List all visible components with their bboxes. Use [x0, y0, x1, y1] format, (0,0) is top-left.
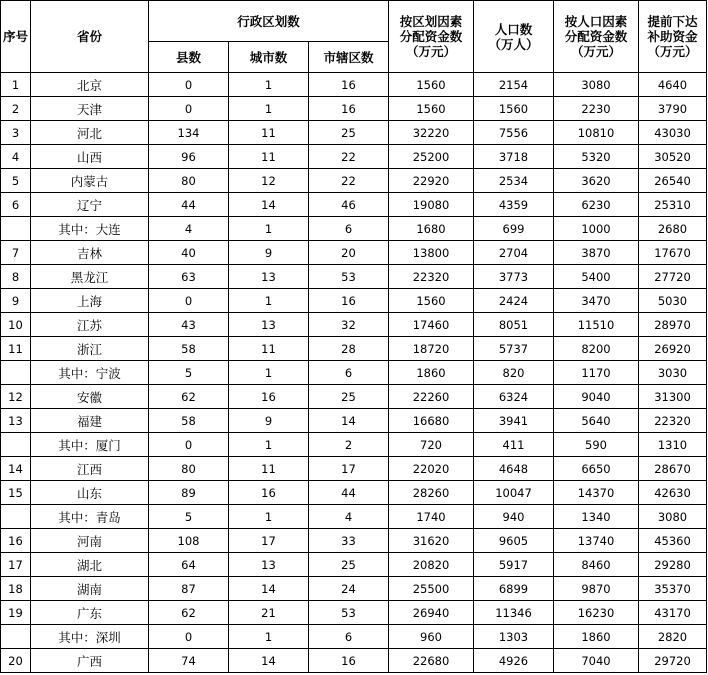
cell-admin-fund: 18720: [389, 337, 474, 361]
cell-cities: 14: [229, 649, 309, 673]
cell-population: 1560: [474, 97, 554, 121]
cell-counties: 0: [149, 625, 229, 649]
cell-districts: 6: [309, 625, 389, 649]
cell-pop-fund: 11510: [554, 313, 639, 337]
table-row: [1, 265, 707, 289]
cell-admin-fund: 31620: [389, 529, 474, 553]
cell-population: 4648: [474, 457, 554, 481]
table-row: [1, 241, 707, 265]
cell-cities: 16: [229, 385, 309, 409]
cell-pop-fund: 10810: [554, 121, 639, 145]
cell-population: 4359: [474, 193, 554, 217]
table-row: [1, 313, 707, 337]
cell-cities: 14: [229, 193, 309, 217]
cell-population: 7556: [474, 121, 554, 145]
cell-pop-fund: 3620: [554, 169, 639, 193]
cell-admin-fund: 28260: [389, 481, 474, 505]
table-row: [1, 577, 707, 601]
cell-counties: 0: [149, 97, 229, 121]
cell-cities: 13: [229, 265, 309, 289]
header-admin-fund: [389, 1, 474, 73]
cell-counties: 44: [149, 193, 229, 217]
cell-admin-fund: 1740: [389, 505, 474, 529]
header-districts: 市辖区数: [309, 42, 389, 73]
cell-counties: 74: [149, 649, 229, 673]
cell-seq: [1, 505, 31, 529]
cell-admin-fund: 22680: [389, 649, 474, 673]
cell-admin-fund: 1560: [389, 97, 474, 121]
header-advance-line-1: 提前下达: [647, 14, 698, 29]
cell-province: 湖南: [31, 577, 149, 601]
cell-population: 5737: [474, 337, 554, 361]
cell-population: 940: [474, 505, 554, 529]
cell-province: 福建: [31, 409, 149, 433]
cell-pop-fund: 8200: [554, 337, 639, 361]
cell-pop-fund: 6230: [554, 193, 639, 217]
cell-province: 浙江: [31, 337, 149, 361]
cell-districts: 16: [309, 649, 389, 673]
cell-pop-fund: 1170: [554, 361, 639, 385]
cell-admin-fund: 19080: [389, 193, 474, 217]
cell-districts: 53: [309, 265, 389, 289]
cell-population: 3718: [474, 145, 554, 169]
cell-seq: 18: [1, 577, 31, 601]
cell-population: 6899: [474, 577, 554, 601]
header-pop-fund-line-3: （万元）: [570, 44, 621, 59]
cell-population: 10047: [474, 481, 554, 505]
cell-advance: 1310: [639, 433, 707, 457]
cell-province: 上海: [31, 289, 149, 313]
cell-population: 8051: [474, 313, 554, 337]
table-row: [1, 337, 707, 361]
header-seq: 序号: [1, 1, 31, 73]
table-row: [1, 169, 707, 193]
cell-province: 北京: [31, 73, 149, 97]
cell-pop-fund: 9870: [554, 577, 639, 601]
cell-population: 3773: [474, 265, 554, 289]
table-row: [1, 385, 707, 409]
cell-districts: 6: [309, 361, 389, 385]
cell-admin-fund: 22260: [389, 385, 474, 409]
header-pop-fund: [554, 1, 639, 73]
cell-districts: 16: [309, 289, 389, 313]
cell-admin-fund: 25500: [389, 577, 474, 601]
cell-advance: 3790: [639, 97, 707, 121]
cell-advance: 29280: [639, 553, 707, 577]
cell-pop-fund: 2230: [554, 97, 639, 121]
cell-advance: 42630: [639, 481, 707, 505]
cell-cities: 1: [229, 505, 309, 529]
cell-advance: 26920: [639, 337, 707, 361]
cell-pop-fund: 9040: [554, 385, 639, 409]
cell-cities: 1: [229, 73, 309, 97]
cell-cities: 9: [229, 241, 309, 265]
cell-counties: 63: [149, 265, 229, 289]
cell-population: 2704: [474, 241, 554, 265]
cell-districts: 20: [309, 241, 389, 265]
header-province: 省份: [31, 1, 149, 73]
cell-population: 699: [474, 217, 554, 241]
cell-pop-fund: 3080: [554, 73, 639, 97]
cell-pop-fund: 1860: [554, 625, 639, 649]
cell-counties: 89: [149, 481, 229, 505]
cell-seq: 12: [1, 385, 31, 409]
cell-seq: 17: [1, 553, 31, 577]
cell-advance: 28970: [639, 313, 707, 337]
cell-province: 广西: [31, 649, 149, 673]
cell-seq: 1: [1, 73, 31, 97]
cell-pop-fund: 8460: [554, 553, 639, 577]
cell-admin-fund: 22020: [389, 457, 474, 481]
cell-cities: 1: [229, 97, 309, 121]
cell-population: 6324: [474, 385, 554, 409]
cell-population: 1303: [474, 625, 554, 649]
cell-province: 天津: [31, 97, 149, 121]
cell-province: 黑龙江: [31, 265, 149, 289]
cell-cities: 17: [229, 529, 309, 553]
cell-cities: 12: [229, 169, 309, 193]
cell-districts: 2: [309, 433, 389, 457]
cell-seq: 10: [1, 313, 31, 337]
cell-advance: 43030: [639, 121, 707, 145]
cell-seq: 20: [1, 649, 31, 673]
cell-cities: 13: [229, 313, 309, 337]
table-row: [1, 505, 707, 529]
cell-seq: 3: [1, 121, 31, 145]
cell-counties: 4: [149, 217, 229, 241]
cell-admin-fund: 16680: [389, 409, 474, 433]
cell-admin-fund: 720: [389, 433, 474, 457]
cell-pop-fund: 1000: [554, 217, 639, 241]
cell-province: 内蒙古: [31, 169, 149, 193]
cell-province: 安徽: [31, 385, 149, 409]
cell-pop-fund: 6650: [554, 457, 639, 481]
cell-province: 其中：大连: [31, 217, 149, 241]
cell-admin-fund: 1680: [389, 217, 474, 241]
header-population-line-2: （万人）: [488, 36, 539, 52]
cell-cities: 11: [229, 337, 309, 361]
cell-pop-fund: 7040: [554, 649, 639, 673]
cell-counties: 108: [149, 529, 229, 553]
cell-seq: [1, 625, 31, 649]
cell-advance: 2820: [639, 625, 707, 649]
cell-seq: 5: [1, 169, 31, 193]
cell-advance: 27720: [639, 265, 707, 289]
cell-province: 广东: [31, 601, 149, 625]
cell-advance: 5030: [639, 289, 707, 313]
cell-cities: 1: [229, 361, 309, 385]
cell-population: 820: [474, 361, 554, 385]
cell-province: 湖北: [31, 553, 149, 577]
cell-counties: 58: [149, 337, 229, 361]
cell-advance: 25310: [639, 193, 707, 217]
table-body: [1, 73, 707, 673]
cell-population: 411: [474, 433, 554, 457]
header-admin-fund-line-1: 按区划因素: [399, 14, 463, 29]
header-admin-division-group: 行政区划数: [149, 1, 389, 42]
cell-advance: 3030: [639, 361, 707, 385]
cell-advance: 31300: [639, 385, 707, 409]
cell-districts: 28: [309, 337, 389, 361]
cell-population: 9605: [474, 529, 554, 553]
cell-counties: 87: [149, 577, 229, 601]
cell-seq: 11: [1, 337, 31, 361]
cell-advance: 17670: [639, 241, 707, 265]
cell-districts: 6: [309, 217, 389, 241]
table-row: [1, 97, 707, 121]
cell-cities: 1: [229, 433, 309, 457]
cell-counties: 96: [149, 145, 229, 169]
cell-seq: 13: [1, 409, 31, 433]
cell-advance: 28670: [639, 457, 707, 481]
cell-admin-fund: 20820: [389, 553, 474, 577]
cell-districts: 14: [309, 409, 389, 433]
cell-counties: 0: [149, 433, 229, 457]
cell-pop-fund: 3470: [554, 289, 639, 313]
table-row: [1, 481, 707, 505]
cell-admin-fund: 25200: [389, 145, 474, 169]
cell-districts: 46: [309, 193, 389, 217]
cell-counties: 58: [149, 409, 229, 433]
cell-cities: 1: [229, 289, 309, 313]
cell-advance: 26540: [639, 169, 707, 193]
cell-admin-fund: 1560: [389, 73, 474, 97]
cell-counties: 0: [149, 289, 229, 313]
cell-seq: 14: [1, 457, 31, 481]
cell-admin-fund: 22920: [389, 169, 474, 193]
cell-counties: 80: [149, 457, 229, 481]
cell-advance: 2680: [639, 217, 707, 241]
cell-cities: 1: [229, 217, 309, 241]
cell-pop-fund: 13740: [554, 529, 639, 553]
cell-pop-fund: 16230: [554, 601, 639, 625]
cell-cities: 16: [229, 481, 309, 505]
cell-advance: 43170: [639, 601, 707, 625]
cell-seq: 16: [1, 529, 31, 553]
cell-seq: 6: [1, 193, 31, 217]
cell-counties: 62: [149, 601, 229, 625]
table-row: [1, 145, 707, 169]
cell-population: 4926: [474, 649, 554, 673]
cell-districts: 22: [309, 169, 389, 193]
cell-districts: 16: [309, 73, 389, 97]
table-row: [1, 289, 707, 313]
cell-districts: 33: [309, 529, 389, 553]
cell-districts: 25: [309, 385, 389, 409]
header-advance-line-3: （万元）: [647, 44, 698, 59]
cell-pop-fund: 14370: [554, 481, 639, 505]
cell-districts: 24: [309, 577, 389, 601]
header-population: [474, 1, 554, 73]
header-pop-fund-line-2: 分配资金数: [564, 29, 628, 44]
cell-cities: 1: [229, 625, 309, 649]
cell-province: 山西: [31, 145, 149, 169]
cell-seq: 2: [1, 97, 31, 121]
cell-population: 2424: [474, 289, 554, 313]
header-counties: 县数: [149, 42, 229, 73]
cell-province: 山东: [31, 481, 149, 505]
cell-seq: 4: [1, 145, 31, 169]
table-row: [1, 121, 707, 145]
cell-province: 江西: [31, 457, 149, 481]
cell-population: 5917: [474, 553, 554, 577]
header-cities: 城市数: [229, 42, 309, 73]
cell-seq: 9: [1, 289, 31, 313]
table-row: [1, 625, 707, 649]
cell-province: 其中：宁波: [31, 361, 149, 385]
cell-districts: 16: [309, 97, 389, 121]
cell-province: 河北: [31, 121, 149, 145]
table-row: [1, 649, 707, 673]
cell-counties: 0: [149, 73, 229, 97]
cell-province: 其中：厦门: [31, 433, 149, 457]
cell-admin-fund: 17460: [389, 313, 474, 337]
cell-cities: 13: [229, 553, 309, 577]
table-row: [1, 217, 707, 241]
cell-province: 河南: [31, 529, 149, 553]
cell-cities: 21: [229, 601, 309, 625]
cell-counties: 5: [149, 361, 229, 385]
cell-seq: [1, 361, 31, 385]
table-row: [1, 193, 707, 217]
table-row: [1, 409, 707, 433]
cell-seq: 8: [1, 265, 31, 289]
table-row: [1, 361, 707, 385]
cell-districts: 44: [309, 481, 389, 505]
cell-pop-fund: 3870: [554, 241, 639, 265]
cell-advance: 29720: [639, 649, 707, 673]
cell-pop-fund: 5400: [554, 265, 639, 289]
cell-pop-fund: 5320: [554, 145, 639, 169]
cell-admin-fund: 1860: [389, 361, 474, 385]
cell-counties: 62: [149, 385, 229, 409]
header-admin-fund-line-2: 分配资金数: [399, 29, 463, 44]
cell-counties: 64: [149, 553, 229, 577]
cell-admin-fund: 32220: [389, 121, 474, 145]
table-row: [1, 553, 707, 577]
cell-admin-fund: 26940: [389, 601, 474, 625]
cell-population: 2534: [474, 169, 554, 193]
cell-advance: 4640: [639, 73, 707, 97]
cell-districts: 22: [309, 145, 389, 169]
cell-population: 2154: [474, 73, 554, 97]
cell-advance: 45360: [639, 529, 707, 553]
table-row: [1, 457, 707, 481]
cell-counties: 80: [149, 169, 229, 193]
cell-districts: 32: [309, 313, 389, 337]
cell-districts: 17: [309, 457, 389, 481]
cell-pop-fund: 5640: [554, 409, 639, 433]
cell-cities: 9: [229, 409, 309, 433]
cell-admin-fund: 13800: [389, 241, 474, 265]
cell-advance: 22320: [639, 409, 707, 433]
cell-counties: 40: [149, 241, 229, 265]
header-population-line-1: 人口数: [494, 21, 533, 37]
cell-province: 吉林: [31, 241, 149, 265]
table-row: [1, 73, 707, 97]
cell-seq: 19: [1, 601, 31, 625]
cell-admin-fund: 960: [389, 625, 474, 649]
cell-districts: 25: [309, 121, 389, 145]
cell-districts: 53: [309, 601, 389, 625]
cell-seq: [1, 433, 31, 457]
header-advance-line-2: 补助资金: [647, 29, 698, 44]
header-pop-fund-line-1: 按人口因素: [564, 14, 628, 29]
cell-counties: 134: [149, 121, 229, 145]
cell-admin-fund: 22320: [389, 265, 474, 289]
cell-advance: 3080: [639, 505, 707, 529]
cell-seq: 15: [1, 481, 31, 505]
cell-seq: [1, 217, 31, 241]
cell-advance: 35370: [639, 577, 707, 601]
cell-province: 其中：深圳: [31, 625, 149, 649]
cell-seq: 7: [1, 241, 31, 265]
cell-pop-fund: 1340: [554, 505, 639, 529]
cell-counties: 5: [149, 505, 229, 529]
cell-province: 其中：青岛: [31, 505, 149, 529]
cell-pop-fund: 590: [554, 433, 639, 457]
cell-districts: 4: [309, 505, 389, 529]
cell-population: 3941: [474, 409, 554, 433]
table-row: [1, 601, 707, 625]
cell-districts: 25: [309, 553, 389, 577]
cell-population: 11346: [474, 601, 554, 625]
table-row: [1, 529, 707, 553]
cell-admin-fund: 1560: [389, 289, 474, 313]
cell-cities: 11: [229, 121, 309, 145]
cell-province: 辽宁: [31, 193, 149, 217]
cell-advance: 30520: [639, 145, 707, 169]
cell-counties: 43: [149, 313, 229, 337]
header-admin-fund-line-3: （万元）: [405, 44, 456, 59]
cell-cities: 11: [229, 145, 309, 169]
cell-province: 江苏: [31, 313, 149, 337]
table-row: [1, 433, 707, 457]
header-advance: [639, 1, 707, 73]
cell-cities: 11: [229, 457, 309, 481]
cell-cities: 14: [229, 577, 309, 601]
